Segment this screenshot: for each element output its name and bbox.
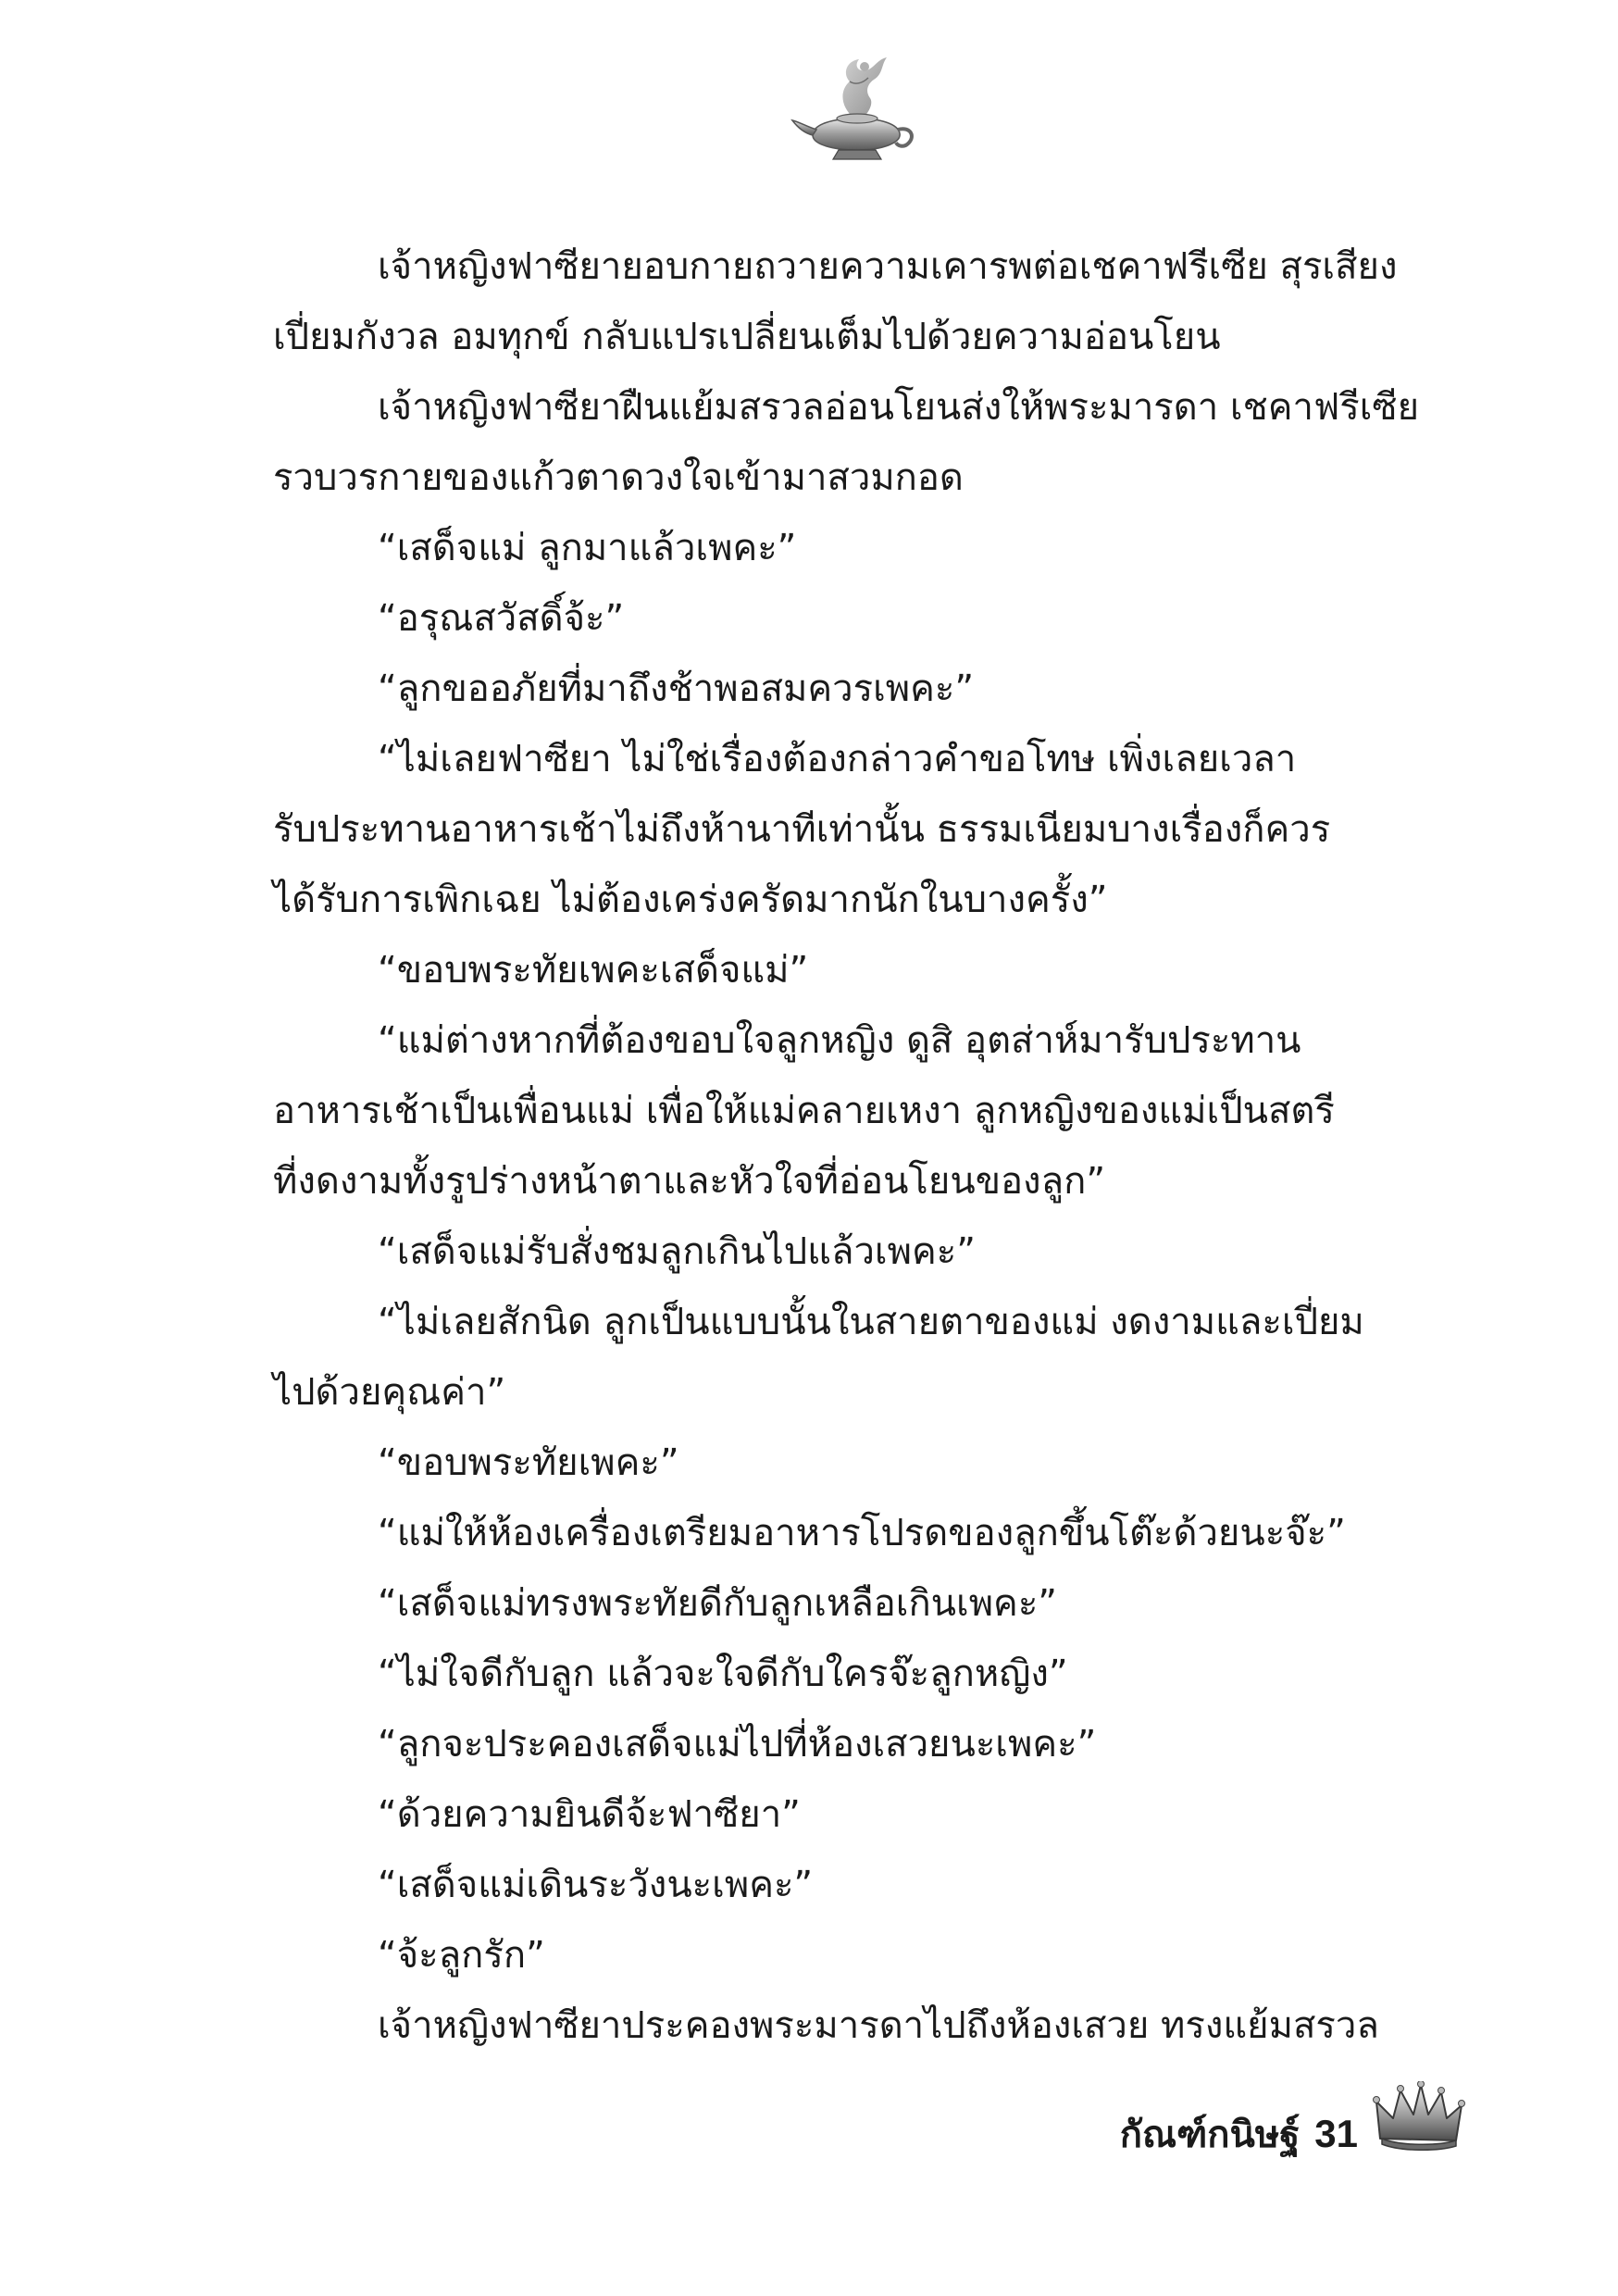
- text-line: “เสด็จแม่ทรงพระทัยดีกับลูกเหลือเกินเพคะ”: [378, 1582, 1058, 1625]
- text-line: “อรุณสวัสดิ์จ้ะ”: [378, 597, 625, 640]
- crown-icon: [1373, 2081, 1465, 2155]
- text-line: รับประทานอาหารเช้าไม่ถึงห้านาทีเท่านั้น ธรรมเนียมบางเรื่องก็ควร: [273, 808, 1331, 851]
- text-line: รวบวรกายของแก้วตาดวงใจเข้ามาสวมกอด: [273, 456, 964, 499]
- text-line: “แม่ต่างหากที่ต้องขอบใจลูกหญิง ดูสิ อุตส่าห์มารับประทาน: [378, 1019, 1301, 1062]
- text-line: ไปด้วยคุณค่า”: [273, 1371, 506, 1414]
- text-line: “เสด็จแม่ ลูกมาแล้วเพคะ”: [378, 527, 797, 569]
- text-line: “เสด็จแม่รับสั่งชมลูกเกินไปแล้วเพคะ”: [378, 1230, 976, 1273]
- genie-lamp-icon: [785, 54, 924, 165]
- text-line: เจ้าหญิงฟาซียายอบกายถวายความเคารพต่อเชคาฟรีเซีย สุรเสียง: [378, 245, 1398, 288]
- text-line: “ขอบพระทัยเพคะ”: [378, 1441, 679, 1484]
- text-line: “ขอบพระทัยเพคะเสด็จแม่”: [378, 949, 809, 992]
- text-line: ที่งดงามทั้งรูปร่างหน้าตาและหัวใจที่อ่อนโยนของลูก”: [273, 1160, 1106, 1203]
- text-line: “ไม่ใจดีกับลูก แล้วจะใจดีกับใครจ๊ะลูกหญิง”: [378, 1653, 1068, 1695]
- text-line: เปี่ยมกังวล อมทุกข์ กลับแปรเปลี่ยนเต็มไปด้วยความอ่อนโยน: [273, 316, 1221, 358]
- text-line: “ลูกจะประคองเสด็จแม่ไปที่ห้องเสวยนะเพคะ”: [378, 1723, 1097, 1766]
- text-line: “ลูกขออภัยที่มาถึงช้าพอสมควรเพคะ”: [378, 668, 975, 710]
- text-line: “ด้วยความยินดีจ้ะฟาซียา”: [378, 1793, 801, 1836]
- text-line: อาหารเช้าเป็นเพื่อนแม่ เพื่อให้แม่คลายเหงา ลูกหญิงของแม่เป็นสตรี: [273, 1090, 1335, 1132]
- text-line: “แม่ให้ห้องเครื่องเตรียมอาหารโปรดของลูกขึ้นโต๊ะด้วยนะจ๊ะ”: [378, 1512, 1346, 1554]
- text-line: “จ้ะลูกรัก”: [378, 1934, 545, 1977]
- page-number: 31: [1314, 2112, 1358, 2155]
- text-line: เจ้าหญิงฟาซียาประคองพระมารดาไปถึงห้องเสวย ทรงแย้มสรวล: [378, 2004, 1379, 2047]
- text-line: “ไม่เลยฟาซียา ไม่ใช่เรื่องต้องกล่าวคำขอโทษ เพิ่งเลยเวลา: [378, 738, 1297, 780]
- book-title: กัณฑ์กนิษฐ์: [1119, 2114, 1301, 2156]
- text-line: เจ้าหญิงฟาซียาฝืนแย้มสรวลอ่อนโยนส่งให้พระมารดา เชคาฟรีเซีย: [378, 386, 1420, 429]
- page-footer: [1120, 2097, 1465, 2171]
- text-line: “ไม่เลยสักนิด ลูกเป็นแบบนั้นในสายตาของแม่ งดงามและเปี่ยม: [378, 1301, 1364, 1343]
- text-line: “เสด็จแม่เดินระวังนะเพคะ”: [378, 1864, 814, 1906]
- text-line: ได้รับการเพิกเฉย ไม่ต้องเคร่งครัดมากนักในบางครั้ง”: [273, 879, 1108, 921]
